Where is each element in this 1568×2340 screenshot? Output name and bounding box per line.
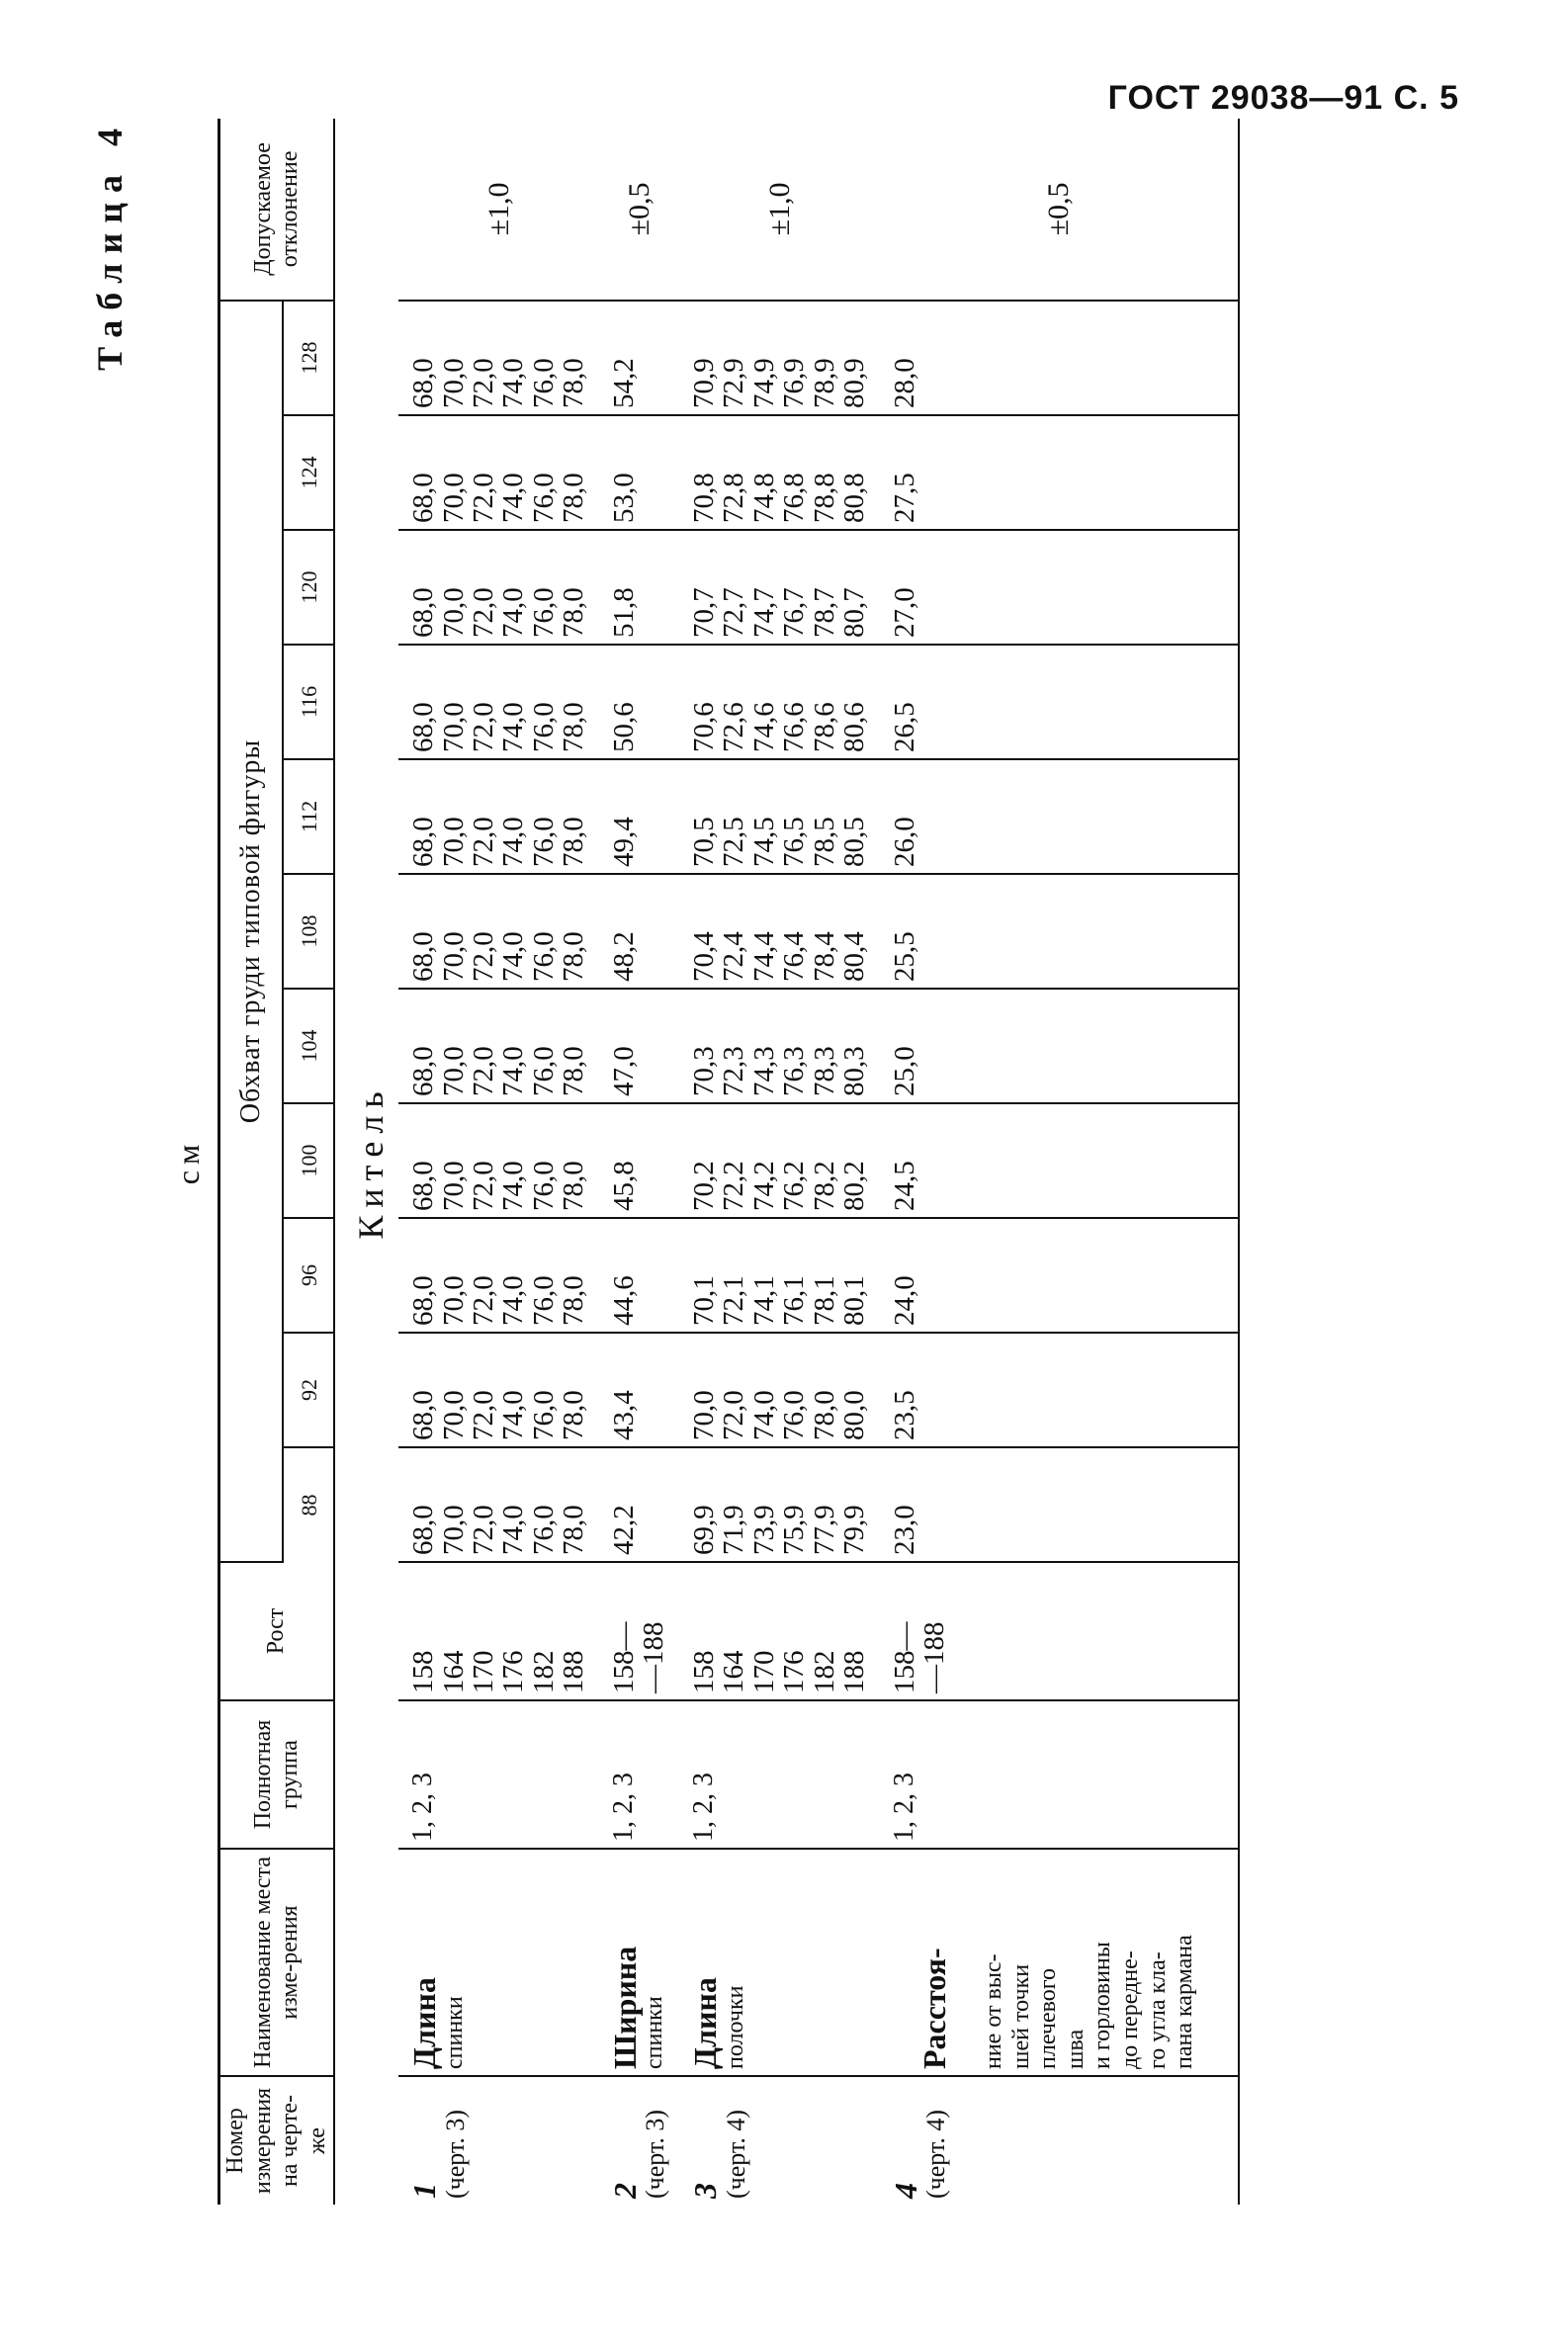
table-caption: Таблица 4	[90, 119, 130, 371]
value-cell: 68,0 70,0 72,0 74,0 76,0 78,0	[398, 530, 599, 645]
table-row	[880, 119, 1240, 2205]
header-number: Номер измерения на черте-же	[219, 2076, 335, 2205]
value-cell: 70,7 72,7 74,7 76,7 78,7 80,7	[679, 530, 880, 645]
value-cell: 25,0	[880, 989, 1240, 1103]
heights-cell: 158 164 170 176 182 188	[398, 1562, 599, 1700]
measure-name-cell	[679, 1849, 880, 2076]
tolerance-cell: ±1,0	[398, 119, 599, 301]
value-cell: 44,6	[599, 1218, 679, 1333]
value-cell: 70,9 72,9 74,9 76,9 78,9 80,9	[679, 301, 880, 415]
header-size: 112	[283, 759, 334, 874]
header-size: 92	[283, 1333, 334, 1447]
rotated-table-stage	[90, 119, 1483, 2205]
value-cell: 23,0	[880, 1447, 1240, 1562]
value-cell: 50,6	[599, 645, 679, 759]
value-cell: 70,3 72,3 74,3 76,3 78,3 80,3	[679, 989, 880, 1103]
value-cell: 43,4	[599, 1333, 679, 1447]
header-size: 88	[283, 1447, 334, 1562]
value-cell: 24,0	[880, 1218, 1240, 1333]
value-cell: 27,5	[880, 415, 1240, 530]
table-row	[679, 119, 880, 2205]
value-cell: 45,8	[599, 1103, 679, 1218]
tolerance-cell: ±0,5	[599, 119, 679, 301]
header-measure: Наименование места изме-рения	[219, 1849, 335, 2076]
heights-cell: 158 164 170 176 182 188	[679, 1562, 880, 1700]
value-cell: 70,1 72,1 74,1 76,1 78,1 80,1	[679, 1218, 880, 1333]
measure-name-cell	[599, 1849, 679, 2076]
value-cell: 70,2 72,2 74,2 76,2 78,2 80,2	[679, 1103, 880, 1218]
measure-name-cell	[880, 1849, 1240, 2076]
value-cell: 70,0 72,0 74,0 76,0 78,0 80,0	[679, 1333, 880, 1447]
value-cell: 68,0 70,0 72,0 74,0 76,0 78,0	[398, 415, 599, 530]
value-cell: 68,0 70,0 72,0 74,0 76,0 78,0	[398, 1333, 599, 1447]
table-row	[398, 119, 599, 2205]
group-cell: 1, 2, 3	[599, 1700, 679, 1849]
value-cell: 54,2	[599, 301, 679, 415]
value-cell: 70,8 72,8 74,8 76,8 78,8 80,8	[679, 415, 880, 530]
header-size: 100	[283, 1103, 334, 1218]
measure-number: 4	[887, 2183, 923, 2199]
value-cell: 68,0 70,0 72,0 74,0 76,0 78,0	[398, 1447, 599, 1562]
value-cell: 26,5	[880, 645, 1240, 759]
drawing-ref: (черт. 4)	[921, 2110, 951, 2199]
value-cell: 28,0	[880, 301, 1240, 415]
value-cell: 53,0	[599, 415, 679, 530]
value-cell: 70,6 72,6 74,6 76,6 78,6 80,6	[679, 645, 880, 759]
tolerance-cell: ±1,0	[679, 119, 880, 301]
value-cell: 49,4	[599, 759, 679, 874]
measure-name: Длина	[686, 1977, 723, 2069]
section-title: Китель	[351, 1083, 392, 1240]
value-cell: 70,5 72,5 74,5 76,5 78,5 80,5	[679, 759, 880, 874]
measure-name: Длина	[406, 1977, 443, 2069]
header-group: Полнотная группа	[219, 1700, 335, 1849]
header-chest-group: Обхват груди типовой фигуры	[219, 301, 284, 1562]
header-size: 120	[283, 530, 334, 645]
table-row	[599, 119, 679, 2205]
measurements-table	[218, 119, 1240, 2205]
value-cell: 70,4 72,4 74,4 76,4 78,4 80,4	[679, 874, 880, 989]
measure-number: 2	[606, 2183, 643, 2199]
group-cell: 1, 2, 3	[398, 1700, 599, 1849]
measure-subname: ние от выс- шей точки плечевого шва и горловины до передне- го угла кла- пана кармана	[980, 1935, 1198, 2069]
value-cell: 27,0	[880, 530, 1240, 645]
value-cell: 24,5	[880, 1103, 1240, 1218]
value-cell: 68,0 70,0 72,0 74,0 76,0 78,0	[398, 645, 599, 759]
table-units: см	[170, 1138, 206, 1185]
value-cell: 23,5	[880, 1333, 1240, 1447]
value-cell: 48,2	[599, 874, 679, 989]
value-cell: 68,0 70,0 72,0 74,0 76,0 78,0	[398, 874, 599, 989]
measure-number: 1	[406, 2183, 443, 2199]
measure-number-cell	[880, 2076, 1240, 2205]
header-height: Рост	[219, 1562, 335, 1700]
measure-name-cell	[398, 1849, 599, 2076]
header-size: 108	[283, 874, 334, 989]
header-tolerance: Допускаемое отклонение	[219, 119, 335, 301]
measure-subname: спинки	[642, 1996, 668, 2069]
value-cell: 47,0	[599, 989, 679, 1103]
value-cell: 51,8	[599, 530, 679, 645]
header-size: 124	[283, 415, 334, 530]
measure-number-cell	[398, 2076, 599, 2205]
header-size: 128	[283, 301, 334, 415]
measure-name: Ширина	[606, 1946, 643, 2069]
value-cell: 68,0 70,0 72,0 74,0 76,0 78,0	[398, 989, 599, 1103]
group-cell: 1, 2, 3	[679, 1700, 880, 1849]
tolerance-cell: ±0,5	[880, 119, 1240, 301]
measure-name: Расстоя-	[916, 1948, 952, 2069]
value-cell: 68,0 70,0 72,0 74,0 76,0 78,0	[398, 1218, 599, 1333]
value-cell: 68,0 70,0 72,0 74,0 76,0 78,0	[398, 759, 599, 874]
group-cell: 1, 2, 3	[880, 1700, 1240, 1849]
heights-cell: 158— —188	[880, 1562, 1240, 1700]
value-cell: 42,2	[599, 1447, 679, 1562]
measure-subname: полочки	[722, 1985, 748, 2069]
drawing-ref: (черт. 3)	[641, 2110, 670, 2199]
measure-number-cell	[679, 2076, 880, 2205]
drawing-ref: (черт. 3)	[440, 2110, 470, 2199]
measure-number: 3	[686, 2183, 723, 2199]
header-size: 96	[283, 1218, 334, 1333]
heights-cell: 158— —188	[599, 1562, 679, 1700]
page-header: ГОСТ 29038—91 С. 5	[1107, 79, 1459, 117]
value-cell: 68,0 70,0 72,0 74,0 76,0 78,0	[398, 301, 599, 415]
measure-subname: спинки	[441, 1996, 468, 2069]
drawing-ref: (черт. 4)	[721, 2110, 750, 2199]
value-cell: 69,9 71,9 73,9 75,9 77,9 79,9	[679, 1447, 880, 1562]
value-cell: 25,5	[880, 874, 1240, 989]
header-size: 116	[283, 645, 334, 759]
value-cell: 68,0 70,0 72,0 74,0 76,0 78,0	[398, 1103, 599, 1218]
measure-number-cell	[599, 2076, 679, 2205]
value-cell: 26,0	[880, 759, 1240, 874]
header-size: 104	[283, 989, 334, 1103]
